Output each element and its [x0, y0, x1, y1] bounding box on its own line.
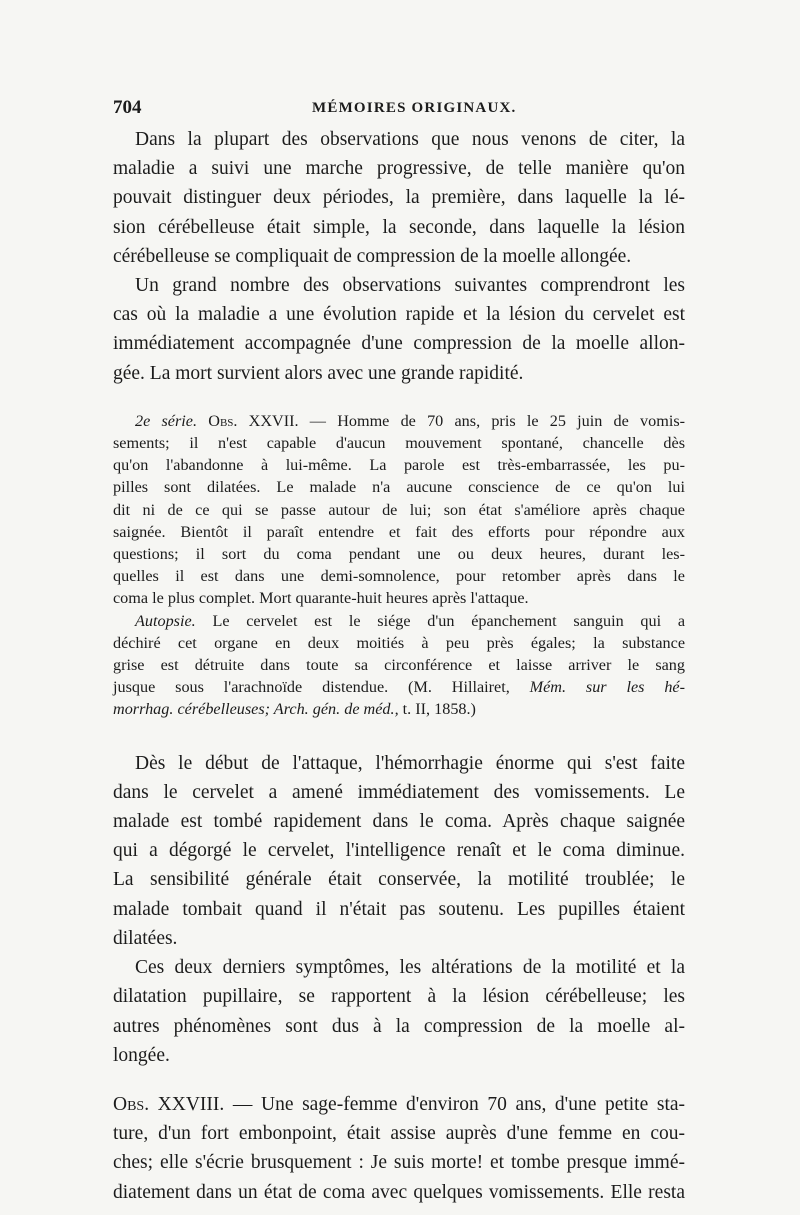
text-line: sion cérébelleuse était simple, la seconde, dans laquelle la lésion — [113, 216, 685, 238]
observation-27 — [113, 410, 685, 610]
text-line — [113, 610, 685, 632]
text-line: qui a dégorgé le cervelet, l'intelligence renaît et le coma diminue. — [113, 840, 685, 862]
spacer — [113, 721, 685, 749]
text-line: dans le cervelet a amené immédiatement des vomissements. Le — [113, 781, 685, 803]
paragraph-commentary — [113, 749, 685, 953]
text-line: quelles il est dans une demi-somnolence, pour retomber après dans le — [113, 567, 685, 586]
spacer — [113, 1070, 685, 1090]
text-line — [113, 698, 685, 720]
text-line: qu'on l'abandonne à lui-même. La parole est très-embarrassée, les pu- — [113, 456, 685, 475]
text-line: cérébelleuse se compliquait de compression de la moelle allongée. — [113, 245, 632, 267]
autopsy-paragraph — [113, 610, 685, 721]
page-number: 704 — [113, 97, 142, 118]
text-line: malade est tombé rapidement dans le coma. Après chaque saignée — [113, 811, 685, 833]
autopsy-label: Autopsie. — [135, 611, 196, 630]
text-line: gée. La mort survient alors avec une grande rapidité. — [113, 362, 524, 384]
paragraph-2 — [113, 271, 685, 388]
text-line: pilles sont dilatées. Le malade n'a aucune conscience de ce qu'on lui — [113, 478, 685, 497]
citation-volume: t. II, 1858.) — [402, 700, 476, 719]
text-line: La sensibilité générale était conservée, la motilité troublée; le — [113, 869, 685, 891]
text-line: sements; il n'est capable d'aucun mouvement spontané, chancelle dès — [113, 434, 685, 453]
text-line: ture, d'un fort embonpoint, était assise auprès d'une femme en cou- — [113, 1123, 685, 1145]
text-fragment: jusque sous l'arachnoïde distendue. (M. Hillairet, — [113, 678, 510, 697]
running-title: MÉMOIRES ORIGINAUX. — [312, 100, 517, 116]
text-fragment: — Homme de 70 ans, pris le 25 juin de vomis- — [309, 411, 686, 430]
text-line: longée. — [113, 1044, 170, 1066]
series-label: 2e série. — [135, 411, 198, 430]
text-line: autres phénomènes sont dus à la compression de la moelle al- — [113, 1015, 685, 1037]
observation-label: Obs. XXVII. — [208, 411, 299, 430]
text-line: Ces deux derniers symptômes, les altérations de la motilité et la — [135, 957, 685, 979]
text-line — [113, 410, 685, 432]
text-line: dilatation pupillaire, se rapportent à la lésion cérébelleuse; les — [113, 986, 685, 1008]
page-body — [113, 125, 685, 1207]
text-line: maladie a suivi une marche progressive, de telle manière qu'on — [113, 158, 685, 180]
text-line: malade tombait quand il n'était pas soutenu. Les pupilles étaient — [113, 898, 685, 920]
observation-label: Obs. XXVIII. — [113, 1093, 225, 1115]
text-line: déchiré cet organe en deux moitiés à peu près égales; la substance — [113, 633, 685, 652]
text-fragment: — Une sage-femme d'environ 70 ans, d'une petite sta- — [232, 1093, 686, 1115]
text-line: coma le plus complet. Mort quarante-huit heures après l'attaque. — [113, 589, 529, 608]
text-line — [113, 676, 685, 698]
text-line: cas où la maladie a une évolution rapide et la lésion du cervelet est — [113, 304, 685, 326]
citation-journal: morrhag. cérébelleuses; Arch. gén. de méd., — [113, 700, 399, 719]
paragraph-1 — [113, 125, 685, 271]
text-line: saignée. Bientôt il paraît entendre et fait des efforts pour répondre aux — [113, 522, 685, 541]
observation-28 — [113, 1090, 685, 1207]
text-line: Dès le début de l'attaque, l'hémorrhagie énorme qui s'est faite — [135, 752, 685, 774]
text-line: grise est détruite dans toute sa circonférence et laisse arriver le sang — [113, 656, 685, 675]
text-line: dilatées. — [113, 927, 178, 949]
spacer — [113, 388, 685, 410]
text-line: questions; il sort du coma pendant une ou deux heures, durant les- — [113, 545, 685, 564]
text-line: dit ni de ce qui se passe autour de lui; son état s'améliore après chaque — [113, 500, 685, 519]
text-line: diatement dans un état de coma avec quelques vomissements. Elle resta — [113, 1181, 685, 1203]
text-line: pouvait distinguer deux périodes, la première, dans laquelle la lé- — [113, 187, 685, 209]
page-header — [0, 97, 800, 121]
paragraph-symptoms — [113, 953, 685, 1070]
text-line: ches; elle s'écrie brusquement : Je suis morte! et tombe presque immé- — [113, 1152, 685, 1174]
text-line: Un grand nombre des observations suivantes comprendront les — [135, 275, 685, 297]
text-fragment: Le cervelet est le siége d'un épanchement sanguin qui a — [212, 611, 686, 630]
citation-title: Mém. sur les hé- — [529, 678, 685, 697]
text-line: Dans la plupart des observations que nous venons de citer, la — [135, 129, 685, 150]
text-line — [113, 1090, 685, 1119]
text-line: immédiatement accompagnée d'une compression de la moelle allon- — [113, 333, 685, 355]
